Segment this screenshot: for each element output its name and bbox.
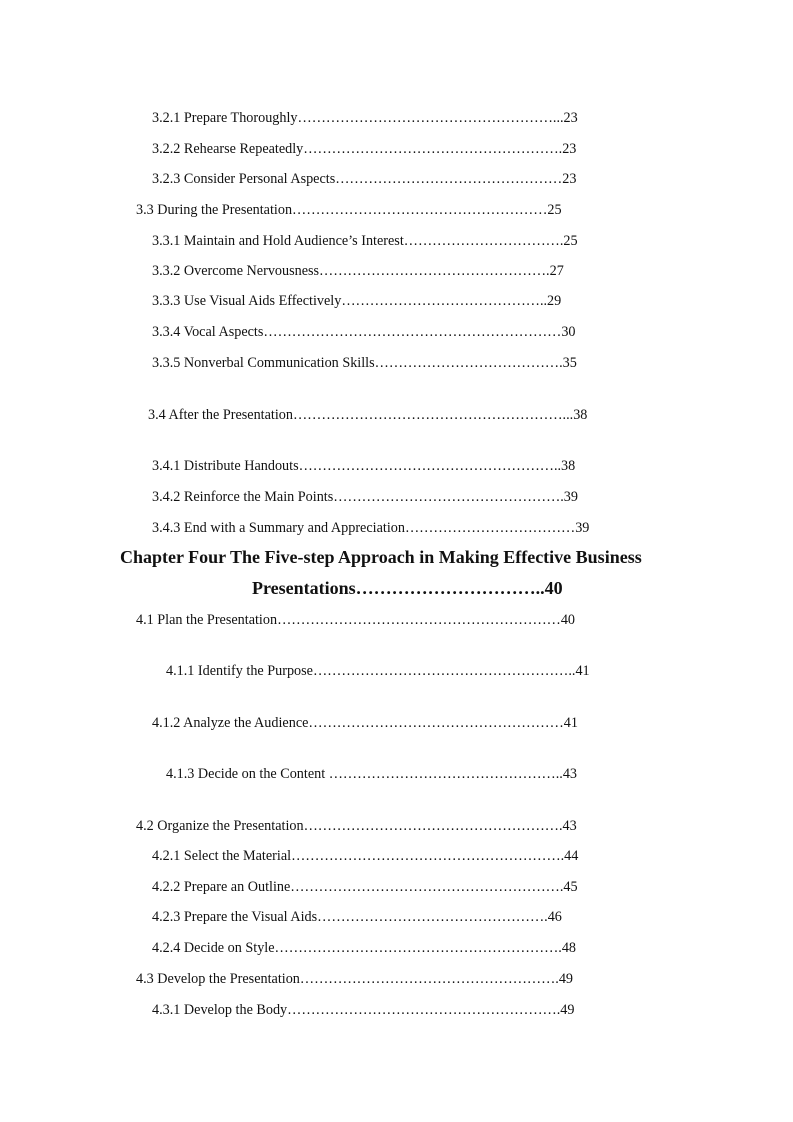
toc-entry-3-4-1[interactable]: 3.4.1 Distribute Handouts………………………………………………..38 [152, 458, 576, 474]
toc-entry-4-2-2[interactable]: 4.2.2 Prepare an Outline………………………………………………….45 [152, 879, 578, 895]
toc-entry-4-1-2[interactable]: 4.1.2 Analyze the Audience………………………………………………41 [152, 715, 578, 731]
toc-entry-4-1[interactable]: 4.1 Plan the Presentation……………………………………………………40 [136, 612, 576, 628]
toc-entry-3-2-1[interactable]: 3.2.1 Prepare Thoroughly………………………………………………...23 [152, 110, 578, 126]
toc-entry-3-3-2[interactable]: 3.3.2 Overcome Nervousness………………………………………….27 [152, 263, 564, 279]
toc-entry-4-2[interactable]: 4.2 Organize the Presentation……………………………………………….43 [136, 818, 577, 834]
toc-entry-3-3[interactable]: 3.3 During the Presentation………………………………………………25 [136, 202, 562, 218]
toc-entry-4-2-3[interactable]: 4.2.3 Prepare the Visual Aids………………………………………….46 [152, 909, 562, 925]
toc-entry-4-3-1[interactable]: 4.3.1 Develop the Body………………………………………………….49 [152, 1002, 575, 1018]
toc-entry-3-3-5[interactable]: 3.3.5 Nonverbal Communication Skills………………………………….35 [152, 355, 577, 371]
toc-entry-4-2-1[interactable]: 4.2.1 Select the Material………………………………………………….44 [152, 848, 579, 864]
toc-entry-3-4[interactable]: 3.4 After the Presentation…………………………………………………...38 [148, 407, 588, 423]
toc-entry-4-1-1[interactable]: 4.1.1 Identify the Purpose………………………………………………..41 [166, 663, 590, 679]
toc-entry-4-3[interactable]: 4.3 Develop the Presentation……………………………………………….49 [136, 971, 574, 987]
toc-entry-4-1-3[interactable]: 4.1.3 Decide on the Content …………………………………………..43 [166, 766, 578, 782]
toc-entry-3-4-3[interactable]: 3.4.3 End with a Summary and Appreciation………………………………39 [152, 520, 590, 536]
chapter-four-heading-line1[interactable]: Chapter Four The Five-step Approach in Making Effective Business [120, 547, 642, 567]
toc-entry-3-3-3[interactable]: 3.3.3 Use Visual Aids Effectively……………………………………..29 [152, 293, 562, 309]
toc-entry-3-3-1[interactable]: 3.3.1 Maintain and Hold Audience’s Interest…………………………….25 [152, 233, 578, 249]
toc-entry-4-2-4[interactable]: 4.2.4 Decide on Style…………………………………………………….48 [152, 940, 577, 956]
toc-entry-3-2-2[interactable]: 3.2.2 Rehearse Repeatedly……………………………………………….23 [152, 141, 577, 157]
toc-entry-3-4-2[interactable]: 3.4.2 Reinforce the Main Points………………………………………….39 [152, 489, 578, 505]
toc-entry-3-2-3[interactable]: 3.2.3 Consider Personal Aspects…………………………………………23 [152, 171, 577, 187]
chapter-four-heading-line2[interactable]: Presentations…………………………..40 [252, 578, 563, 598]
toc-entry-3-3-4[interactable]: 3.3.4 Vocal Aspects………………………………………………………30 [152, 324, 576, 340]
